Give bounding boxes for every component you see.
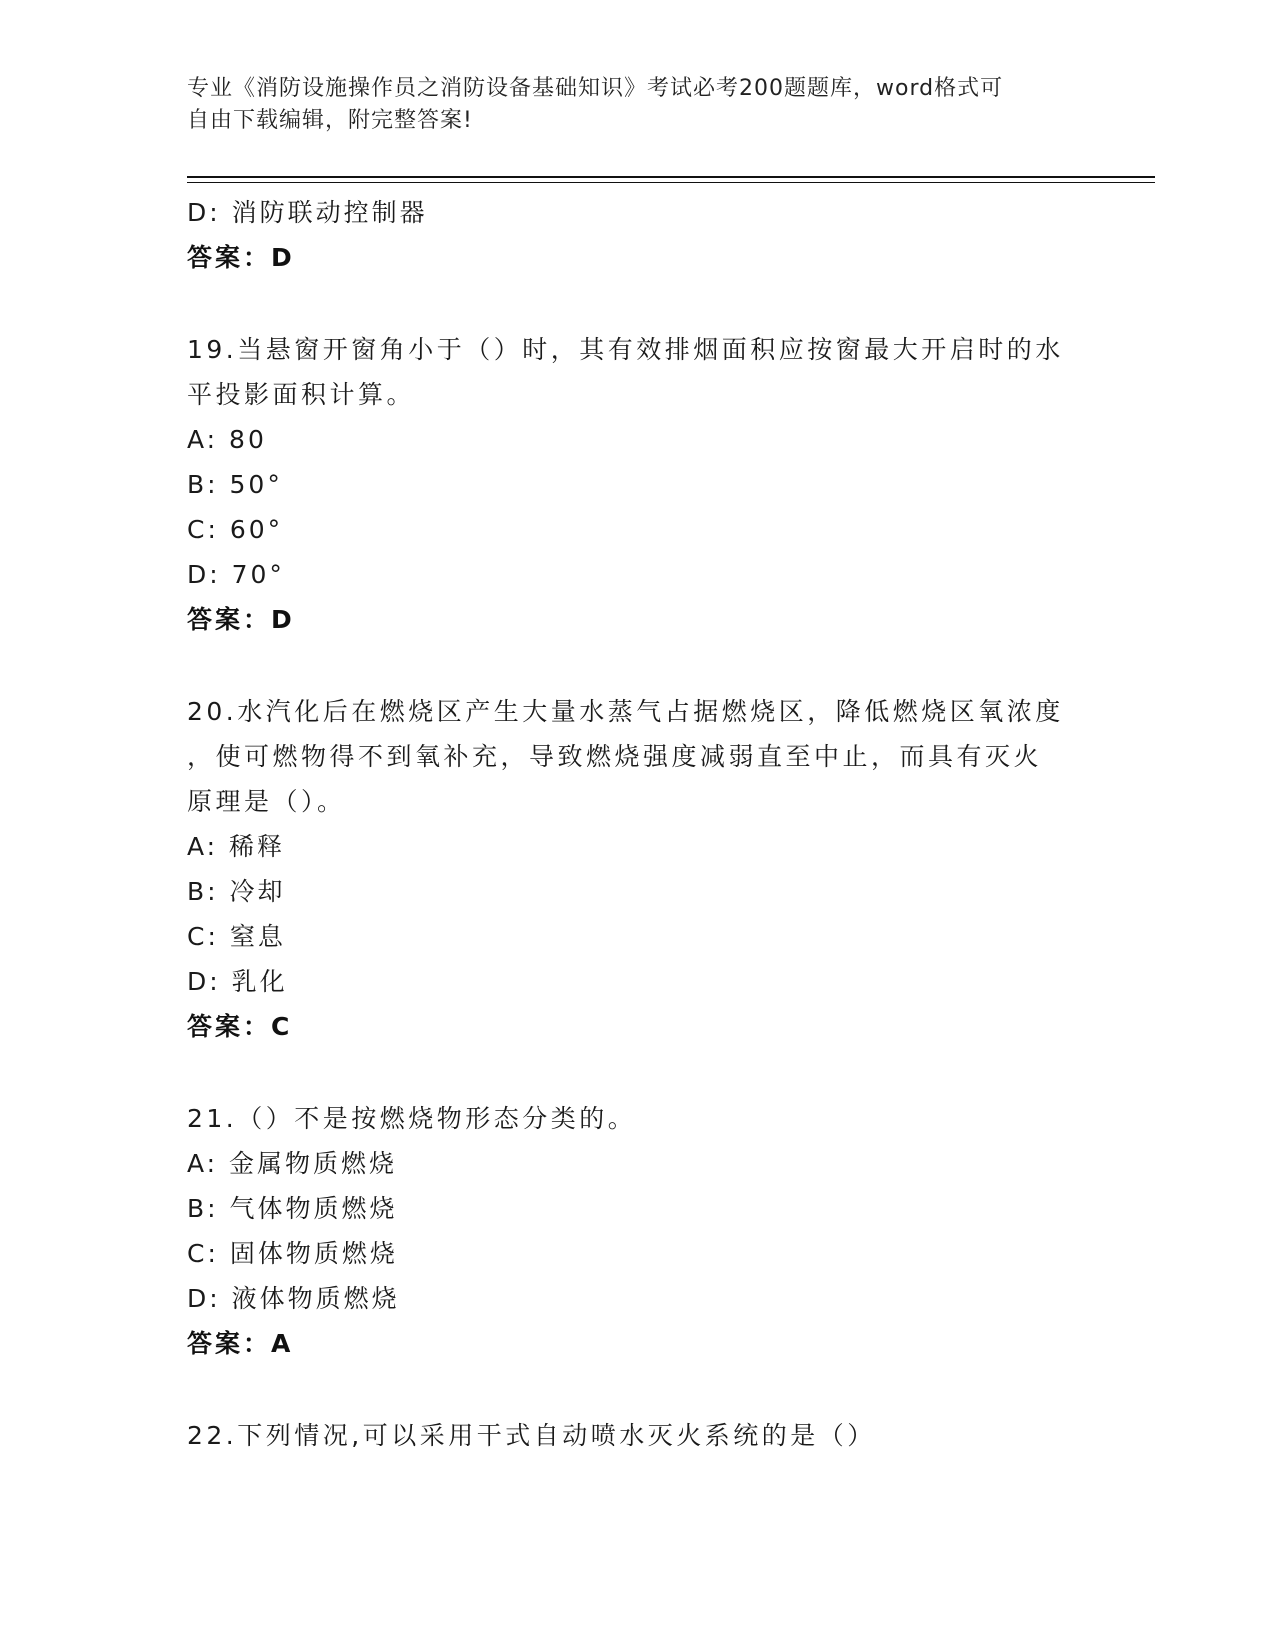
option-a: A: 稀释 — [187, 832, 286, 861]
option-b: B: 冷却 — [187, 877, 286, 906]
answer-line: 答案：A — [187, 1329, 294, 1358]
question-stem-line: 20.水汽化后在燃烧区产生大量水蒸气占据燃烧区，降低燃烧区氧浓度 — [187, 697, 1064, 726]
option-d: D: 消防联动控制器 — [187, 198, 428, 227]
document-header — [187, 73, 1067, 137]
header-line-1: 专业《消防设施操作员之消防设备基础知识》考试必考200题题库，word格式可 — [187, 76, 1004, 101]
question-stem-line: 19.当悬窗开窗角小于（）时，其有效排烟面积应按窗最大开启时的水 — [187, 335, 1064, 364]
option-c: C: 固体物质燃烧 — [187, 1239, 398, 1268]
question-stem-line: 21.（）不是按燃烧物形态分类的。 — [187, 1104, 637, 1133]
option-b: B: 气体物质燃烧 — [187, 1194, 398, 1223]
question-22 — [187, 1413, 1087, 1458]
answer-line: 答案：C — [187, 1012, 293, 1041]
header-divider-thin — [187, 182, 1155, 183]
header-divider-thick — [187, 176, 1155, 178]
option-a: A: 80 — [187, 425, 267, 454]
question-stem-line: 平投影面积计算。 — [187, 380, 416, 409]
question-19 — [187, 327, 1087, 642]
question-20 — [187, 689, 1087, 1049]
question-list — [187, 190, 1087, 1458]
question-stem-line: 22.下列情况,可以采用干式自动喷水灭火系统的是（） — [187, 1421, 876, 1450]
option-c: C: 60° — [187, 515, 284, 544]
option-a: A: 金属物质燃烧 — [187, 1149, 398, 1178]
question-stem-line: 原理是（）。 — [187, 787, 346, 816]
option-b: B: 50° — [187, 470, 283, 499]
option-d: D: 70° — [187, 560, 285, 589]
question-21 — [187, 1096, 1087, 1366]
question-stem-line: ，使可燃物得不到氧补充，导致燃烧强度减弱直至中止，而具有灭火 — [187, 742, 1043, 771]
option-c: C: 窒息 — [187, 922, 286, 951]
header-line-2: 自由下载编辑，附完整答案! — [187, 108, 473, 133]
option-d: D: 液体物质燃烧 — [187, 1284, 400, 1313]
answer-line: 答案：D — [187, 605, 295, 634]
carryover-block — [187, 190, 1087, 280]
answer-line: 答案：D — [187, 243, 295, 272]
option-d: D: 乳化 — [187, 967, 288, 996]
